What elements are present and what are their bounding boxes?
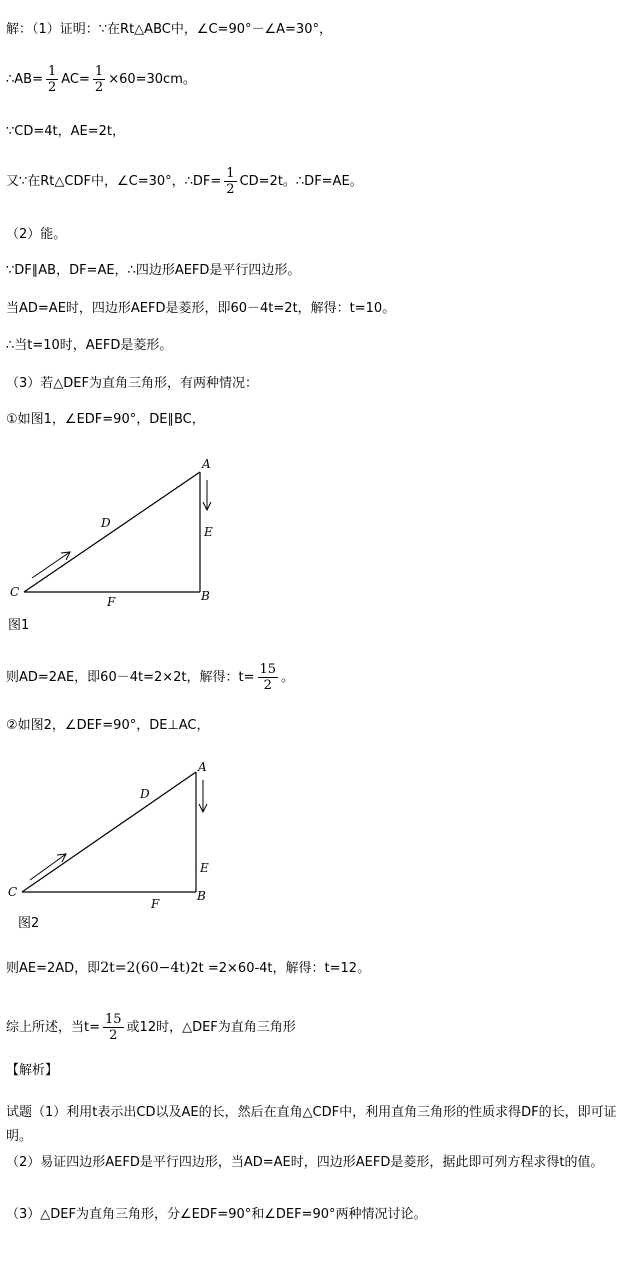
fraction	[46, 64, 58, 95]
solution-line-4	[6, 166, 363, 197]
solution-line-10: ①如图1，∠EDF=90°，DE∥BC，	[6, 412, 205, 427]
figure-1-caption: 图1	[8, 618, 30, 633]
label-f: F	[151, 897, 160, 911]
text-segment: ×60=30cm。	[108, 72, 196, 87]
fraction-numerator: 15	[105, 1012, 122, 1027]
motion-arrow-cd	[30, 854, 66, 880]
text-segment: 又∵在Rt△CDF中，∠C=30°，∴DF=	[6, 174, 222, 189]
solution-line-11	[6, 662, 294, 693]
label-d: D	[101, 516, 111, 530]
label-d: D	[140, 787, 150, 801]
figure-2-triangle	[0, 756, 240, 936]
label-b: B	[197, 889, 206, 903]
label-e: E	[204, 525, 213, 539]
fraction-denominator: 2	[109, 1028, 118, 1043]
solution-line-1: 解：（1）证明：∵在Rt△ABC中，∠C=90°－∠A=30°，	[6, 22, 332, 37]
side-ca	[22, 772, 196, 892]
text-segment: AC=	[61, 72, 90, 87]
text-segment: 或12时，△DEF为直角三角形	[126, 1020, 296, 1035]
solution-line-7: 当AD=AE时，四边形AEFD是菱形，即60－4t=2t，解得：t=10。	[6, 301, 396, 316]
solution-line-9: （3）若△DEF为直角三角形，有两种情况：	[6, 376, 258, 391]
label-a: A	[202, 457, 211, 471]
fraction	[93, 64, 105, 95]
text-segment: 2t =2×60-4t，解得：t=12。	[190, 961, 371, 976]
fraction	[103, 1012, 124, 1043]
solution-line-3: ∵CD=4t，AE=2t，	[6, 124, 125, 139]
text-segment: 综上所述，当t=	[6, 1020, 100, 1035]
fraction-numerator: 1	[94, 64, 104, 79]
text-segment: 。	[281, 670, 295, 685]
solution-line-6: ∵DF∥AB，DF=AE，∴四边形AEFD是平行四边形。	[6, 263, 301, 278]
text-segment: 则AE=2AD，即	[6, 961, 101, 976]
label-a: A	[198, 760, 207, 774]
fraction-numerator: 1	[226, 166, 235, 181]
label-b: B	[201, 589, 210, 603]
label-f: F	[107, 595, 116, 609]
solution-line-12: ②如图2，∠DEF=90°，DE⊥AC，	[6, 718, 210, 733]
label-e: E	[200, 861, 209, 875]
fraction	[258, 662, 279, 693]
solution-line-5: （2）能。	[6, 227, 67, 242]
text-segment: CD=2t。∴DF=AE。	[239, 174, 363, 189]
analysis-heading: 【解析】	[6, 1063, 59, 1078]
analysis-line-2: （2）易证四边形AEFD是平行四边形，当AD=AE时，四边形AEFD是菱形，据此即可列方程求得t的值。	[6, 1155, 604, 1170]
figure-2-caption: 图2	[18, 916, 40, 931]
fraction-denominator: 2	[226, 182, 235, 197]
analysis-line-1: 试题（1）利用t表示出CD以及AE的长，然后在直角△CDF中，利用直角三角形的性质求得DF的长，即可证明。	[6, 1105, 617, 1144]
text-segment: 则AD=2AE，即60－4t=2×2t，解得：t=	[6, 670, 255, 685]
label-c: C	[8, 885, 18, 899]
solution-line-14	[6, 1012, 296, 1043]
fraction	[224, 166, 236, 197]
solution-line-2	[6, 64, 196, 95]
solution-line-8: ∴当t=10时，AEFD是菱形。	[6, 338, 173, 353]
side-ca	[24, 472, 200, 592]
solution-line-13	[6, 960, 370, 977]
text-segment: ∴AB=	[6, 72, 43, 87]
fraction-denominator: 2	[47, 80, 57, 95]
fraction-numerator: 1	[47, 64, 57, 79]
analysis-line-3: （3）△DEF为直角三角形，分∠EDF=90°和∠DEF=90°两种情况讨论。	[6, 1207, 427, 1222]
label-c: C	[10, 585, 20, 599]
figure-1-triangle	[0, 450, 240, 630]
fraction-numerator: 15	[259, 662, 277, 677]
fraction-denominator: 2	[94, 80, 104, 95]
math-expression: 2t=2(60−4t)	[100, 960, 191, 976]
fraction-denominator: 2	[263, 678, 272, 693]
